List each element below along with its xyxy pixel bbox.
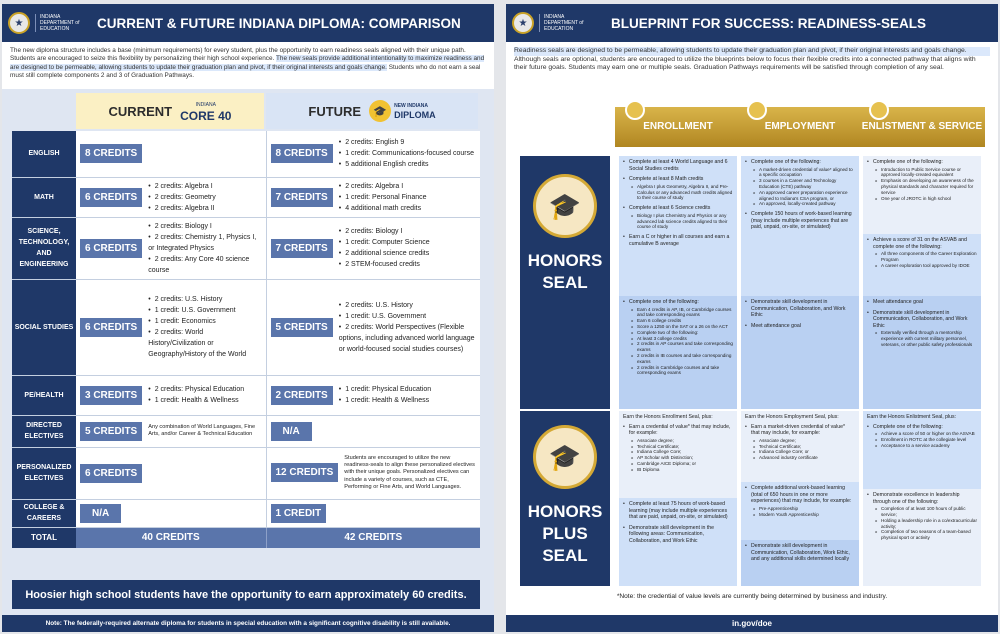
total-current: 40 CREDITS [76, 527, 266, 548]
credit-badge: 12 CREDITS [271, 463, 339, 482]
requirement-item: • Complete at least 6 Science credits o Biology I plus Chemistry and Physics or any advanced lab science credits aligned to their course of study [623, 205, 733, 230]
requirement-list [339, 300, 476, 355]
total-future: 42 CREDITS [266, 527, 480, 548]
sub-requirement: o Associate degree; [751, 438, 855, 444]
requirement-list [148, 221, 261, 276]
requirement-list [148, 181, 216, 214]
table-row [12, 499, 480, 527]
seal-requirement-cell [619, 498, 737, 586]
requirement-item: • 2 credits: Physical Education [148, 384, 244, 395]
requirement-item: • 1 credit: Communications-focused course [339, 148, 474, 159]
state-seal-icon: ★ [8, 12, 30, 34]
future-cell [266, 447, 480, 499]
requirement-item: • 1 credit: Health & Wellness [339, 395, 431, 406]
intro-part-3: Students who do not earn a seal must still complete components 2 and 3 of Graduation Pathways. [10, 63, 481, 79]
table-row [12, 279, 480, 375]
future-label: FUTURE [308, 103, 362, 119]
table-row [12, 415, 480, 447]
sub-requirement: o Advanced industry certificate [751, 455, 855, 461]
medal-icon [625, 100, 645, 120]
current-cell [76, 131, 266, 177]
requirement-list [339, 181, 427, 214]
requirement-item: • 2 credits: World Perspectives (Flexible options, including advanced world language or world-focused social studies courses) [339, 322, 476, 355]
row-label: SCIENCE, TECHNOLOGY, AND ENGINEERING [12, 217, 76, 279]
sub-requirement: o Achieve a score of 50 or higher on the ASVAB [873, 431, 977, 437]
credit-badge: 3 CREDITS [80, 386, 142, 405]
cell-title: Earn the Honors Enrollment Seal, plus: [623, 414, 713, 420]
seal-requirement-cell [619, 296, 737, 409]
requirement-item: • 2 credits: World History/Civilization or Geography/History of the World [148, 327, 261, 360]
footnote: Note: The federally-required alternate diploma for students in special education with a significant cognitive disability is still available. [2, 615, 494, 632]
column-ribbon-0: ENROLLMENT [615, 107, 741, 147]
current-cell [76, 447, 266, 499]
future-cell [266, 499, 480, 527]
intro-text [506, 42, 998, 86]
seal-requirement-cell [741, 540, 859, 586]
future-cell [266, 415, 480, 447]
requirement-item: • Meet attendance goal [867, 299, 977, 306]
sub-requirement: o At least 3 college credits [629, 336, 733, 342]
requirement-item: • Earn a C or higher in all courses and earn a cumulative B average [623, 234, 733, 247]
future-cell [266, 131, 480, 177]
current-cell [76, 217, 266, 279]
sub-requirement: o Technical Certificate; [751, 444, 855, 450]
current-cell [76, 375, 266, 415]
sub-requirement: o Algebra I plus Geometry, Algebra II, and Pre-Calculus or any advanced math credits aligned to their course of study [629, 184, 733, 201]
intro-highlight: The new seals provide additional intentionality to maximize readiness and are designed to be permeable, allowing students to update their graduation plan and pivot, if their original interests and goals change. [10, 55, 485, 71]
current-column-header [76, 93, 264, 129]
current-cell [76, 415, 266, 447]
credit-badge: 8 CREDITS [271, 144, 333, 163]
sub-requirement: o One year of JROTC in high school [873, 196, 977, 202]
seal-requirement-cell [863, 234, 981, 296]
requirement-item: • 2 credits: Geometry [148, 192, 216, 203]
future-column-header [266, 93, 478, 129]
credential-note: *Note: the credential of value levels are currently being determined by business and industry. [616, 593, 888, 600]
seal-requirement-cell [741, 296, 859, 409]
seal-card-0 [520, 156, 610, 409]
requirement-item: • Meet attendance goal [745, 323, 855, 330]
future-cell [266, 279, 480, 375]
requirement-item: • 2 credits: English 9 [339, 137, 474, 148]
sub-requirement: o 2 credits in Cambridge courses and take corresponding exams [629, 365, 733, 377]
sub-requirement: o A market-driven credential of value* aligned to a specific occupation [751, 167, 855, 179]
comparison-table [12, 131, 480, 548]
sub-requirement: o Acceptance to a service academy [873, 443, 977, 449]
sub-requirement: o IB Diploma [629, 467, 733, 473]
left-header [2, 4, 494, 42]
requirement-item: • 1 credit: Economics [148, 316, 261, 327]
requirement-item: • 4 additional math credits [339, 203, 427, 214]
column-ribbon-2: ENLISTMENT & SERVICE [859, 107, 985, 147]
sub-requirement: o Complete two of the following: [629, 330, 733, 336]
row-label: MATH [12, 177, 76, 217]
sub-requirement: o 3 courses in a Career and Technology Education (CTE) pathway [751, 178, 855, 190]
requirement-item: • Demonstrate excellence in leadership through one of the following: o Completion of at least 100 hours of public service; o Holding a leadership role in a co/extracurricular activity; o Completion of two seasons of a team-based physical sport or activity [867, 492, 977, 541]
seal-requirement-cell [619, 411, 737, 498]
requirement-item: • 2 credits: Algebra I [339, 181, 427, 192]
seal-requirement-cell [619, 156, 737, 296]
requirement-item: • 2 credits: Any Core 40 science course [148, 254, 261, 276]
requirement-item: • 1 credit: U.S. Government [148, 305, 261, 316]
medal-icon [747, 100, 767, 120]
sub-requirement: o 2 credits in IB courses and take corresponding exams [629, 353, 733, 365]
seal-name: HONORS SEAL [527, 251, 603, 292]
website-url: in.gov/doe [506, 615, 998, 632]
table-row [12, 217, 480, 279]
requirement-item: • Complete at least 75 hours of work-based learning (may include multiple experiences that are paid, unpaid, on-site, or simulated) [623, 501, 733, 521]
sub-requirement: o Modern Youth Apprenticeship [751, 512, 855, 518]
future-cell [266, 375, 480, 415]
cell-title: Earn the Honors Employment Seal, plus: [745, 414, 839, 420]
seal-requirement-cell [863, 489, 981, 586]
row-label: COLLEGE & CAREERS [12, 499, 76, 527]
sub-requirement: o Technical Certificate; [629, 444, 733, 450]
requirement-item: • Complete additional work-based learning (total of 650 hours in one or more experiences) that may include, for example: o Pre-Apprenticeship o Modern Youth Apprenticeship [745, 485, 855, 517]
sub-requirement: o Enrollment in ROTC at the collegiate level [873, 437, 977, 443]
requirement-item: • 1 credit: Personal Finance [339, 192, 427, 203]
sub-requirement: o Indiana College Core; [629, 449, 733, 455]
table-row [12, 447, 480, 499]
row-label: ENGLISH [12, 131, 76, 177]
requirement-item: • Earn a market-driven credential of value* that may include, for example: o Associate degree; o Technical Certificate; o Indiana College Core; or o Advanced industry certificate [745, 424, 855, 461]
requirement-item: • 1 credit: Physical Education [339, 384, 431, 395]
credit-badge: 1 CREDIT [271, 504, 327, 523]
right-header [506, 4, 998, 42]
graduation-cap-icon: 🎓 [533, 174, 597, 238]
dept-name: INDIANA DEPARTMENT of EDUCATION [35, 14, 83, 32]
sub-requirement: o Completion of at least 100 hours of public service; [873, 506, 977, 518]
column-ribbon-1: EMPLOYMENT [737, 107, 863, 147]
new-diploma-logo: 🎓 NEW INDIANA DIPLOMA [369, 100, 436, 122]
credit-badge: 7 CREDITS [271, 188, 333, 207]
sub-requirement: o Completion of two seasons of a team-based physical sport or activity [873, 529, 977, 541]
sub-requirement: o Emphasis on developing an awareness of the physical standards and character required for service [873, 178, 977, 195]
current-label: CURRENT [108, 103, 173, 119]
credit-badge: 2 CREDITS [271, 386, 333, 405]
requirement-item: • Complete one of the following: o Introduction to Public Service course or approved locally-created equivalent o Emphasis on developing an awareness of the physical standards and character required for service o One year of JROTC in high school [867, 159, 977, 201]
requirement-item: • 2 credits: Algebra II [148, 203, 216, 214]
table-row [12, 131, 480, 177]
credit-badge: N/A [80, 504, 121, 523]
seal-card-1 [520, 411, 610, 586]
sub-requirement: o Earn 6 college credits [629, 318, 733, 324]
requirement-item: • Complete 150 hours of work-based learning (may include multiple experiences that are paid, unpaid, on-site, or simulated) [745, 211, 855, 231]
sub-requirement: o Associate degree; [629, 438, 733, 444]
requirement-item: • Complete at least 8 Math credits o Algebra I plus Geometry, Algebra II, and Pre-Calculus or any advanced math credits aligned to their course of study [623, 176, 733, 201]
requirement-item: • Demonstrate skill development in Communication, Collaboration, Work Ethic, and any additional skills determined locally [745, 543, 855, 563]
diploma-comparison-page [2, 4, 494, 632]
requirement-list [339, 384, 431, 406]
credit-badge: 6 CREDITS [80, 239, 142, 258]
row-label: DIRECTED ELECTIVES [12, 415, 76, 447]
credits-banner: Hoosier high school students have the opportunity to earn approximately 60 credits. [12, 580, 480, 609]
current-cell [76, 279, 266, 375]
sub-requirement: o Holding a leadership role in a co/extracurricular activity; [873, 518, 977, 530]
table-row [12, 177, 480, 217]
credit-badge: 6 CREDITS [80, 188, 142, 207]
intro-highlight: Readiness seals are designed to be permeable, allowing students to update their graduation plan and pivot, if their original interests and goals change. [514, 47, 990, 56]
future-cell [266, 217, 480, 279]
seal-requirement-cell [741, 156, 859, 296]
requirement-item: • Demonstrate skill development in Communication, Collaboration, and Work Ethic o Externally verified through a mentorship experience with current military personnel, veterans, or other public safety professionals [867, 310, 977, 348]
sub-requirement: o Cambridge AICE Diploma; or [629, 461, 733, 467]
requirement-item: • 2 additional science credits [339, 248, 430, 259]
requirement-item: • Achieve a score of 31 on the ASVAB and complete one of the following: o All three components of the Career Exploration Program o A career exploration tool approved by IDOE [867, 237, 977, 269]
page-title: CURRENT & FUTURE INDIANA DIPLOMA: COMPARISON [97, 15, 461, 31]
sub-requirement: o AP Scholar with Distinction; [629, 455, 733, 461]
sub-requirement: o A career exploration tool approved by IDOE [873, 263, 977, 269]
sub-requirement: o Externally verified through a mentorship experience with current military personnel, veterans, or other public safety professionals [873, 330, 977, 347]
credit-badge: 8 CREDITS [80, 144, 142, 163]
page-title: BLUEPRINT FOR SUCCESS: READINESS-SEALS [611, 15, 927, 31]
cell-title: Earn the Honors Enlistment Seal, plus: [867, 414, 957, 420]
requirement-item: • Earn a credential of value* that may include, for example: o Associate degree; o Technical Certificate; o Indiana College Core; o AP Scholar with Distinction; o Cambridge AICE Diploma; or o IB Diploma [623, 424, 733, 473]
dept-name: INDIANA DEPARTMENT of EDUCATION [539, 14, 587, 32]
current-cell [76, 499, 266, 527]
readiness-seals-page [506, 4, 998, 632]
current-cell [76, 177, 266, 217]
requirement-item: • Complete one of the following: o Achieve a score of 50 or higher on the ASVAB o Enrollment in ROTC at the collegiate level o Acceptance to a service academy [867, 424, 977, 449]
requirement-item: • Complete one of the following: o Earn 4 credits in AP, IB, or Cambridge courses and take corresponding exams o Earn 6 college credits o Score a 1250 on the SAT or a 26 on the ACT o Complete two of the following: o At least 3 college credits o 2 credits in AP courses and take corresponding exams o 2 credits in IB courses and take corresponding exams o 2 credits in Cambridge courses and take corresponding exams [623, 299, 733, 376]
seal-requirement-cell [863, 156, 981, 234]
credit-badge: 7 CREDITS [271, 239, 333, 258]
requirement-item: • 2 credits: Biology I [148, 221, 261, 232]
row-label: PE/HEALTH [12, 375, 76, 415]
row-label: PERSONALIZED ELECTIVES [12, 447, 76, 499]
medal-icon [869, 100, 889, 120]
sub-requirement: o Earn 4 credits in AP, IB, or Cambridge courses and take corresponding exams [629, 307, 733, 319]
requirement-item: • 2 credits: Biology I [339, 226, 430, 237]
requirement-note: Any combination of World Languages, Fine Arts, and/or Career & Technical Education [148, 423, 256, 437]
table-row [12, 375, 480, 415]
requirement-item: • 2 credits: U.S. History [339, 300, 476, 311]
sub-requirement: o An approved, locally-created pathway [751, 201, 855, 207]
future-cell [266, 177, 480, 217]
row-label: SOCIAL STUDIES [12, 279, 76, 375]
sub-requirement: o Indiana College Core; or [751, 449, 855, 455]
requirement-item: • 1 credit: Computer Science [339, 237, 430, 248]
state-seal-icon: ★ [512, 12, 534, 34]
total-row [12, 527, 480, 548]
credit-badge: 6 CREDITS [80, 318, 142, 337]
requirement-item: • Demonstrate skill development in Communication, Collaboration, and Work Ethic [745, 299, 855, 319]
requirement-item: • 2 credits: Chemistry 1, Physics I, or Integrated Physics [148, 232, 261, 254]
requirement-item: • 2 STEM-focused credits [339, 259, 430, 270]
requirement-item: • 2 credits: U.S. History [148, 294, 261, 305]
requirement-item: • Demonstrate skill development in the following areas: Communication, Collaboration, and Work Ethic [623, 525, 733, 545]
graduation-cap-icon: 🎓 [369, 100, 391, 122]
intro-part-1: The new diploma structure includes a base (minimum requirements) for every student, plus the opportunity to earn readiness seals aligned with their unique path. Students are encouraged to seize this flexibility by personalizing their high school experience. [10, 47, 466, 63]
credit-badge: 5 CREDITS [80, 422, 142, 441]
sub-requirement: o An approved career preparation experience aligned to Indiana's CSA program, or [751, 190, 855, 202]
credit-badge: 6 CREDITS [80, 464, 142, 483]
requirement-item: • Complete one of the following: o A market-driven credential of value* aligned to a specific occupation o 3 courses in a Career and Technology Education (CTE) pathway o An approved career preparation experience aligned to Indiana's CSA program, or o An approved, locally-created pathway [745, 159, 855, 207]
sub-requirement: o Pre-Apprenticeship [751, 506, 855, 512]
sub-requirement: o Introduction to Public Service course or approved locally-created equivalent [873, 167, 977, 179]
requirement-item: • 2 credits: Algebra I [148, 181, 216, 192]
graduation-cap-icon: 🎓 [533, 425, 597, 489]
requirement-note: Students are encouraged to utilize the new readiness-seals to align these personalized electives with their unique goals. Personalized electives can include a variety of courses, such as CTE, Performing or Fine Arts, and World Languages. [344, 454, 475, 490]
requirement-item: • 1 credit: Health & Wellness [148, 395, 244, 406]
requirement-item: • 1 credit: U.S. Government [339, 311, 476, 322]
requirement-list [148, 294, 261, 360]
requirement-list [339, 226, 430, 270]
sub-requirement: o 2 credits in AP courses and take corresponding exams [629, 341, 733, 353]
requirement-item: • Complete at least 4 World Language and 6 Social Studies credits [623, 159, 733, 172]
sub-requirement: o Score a 1250 on the SAT or a 26 on the ACT [629, 324, 733, 330]
intro-body: Although seals are optional, students are encouraged to utilize the blueprints below to focus their flexible credits into a connected pathway that aligns with their future goals. Students may earn one or multiple seals. Graduation Pathways requirements will be satisfied through completion of any seal. [514, 55, 976, 72]
seal-name: HONORS PLUS SEAL [527, 502, 603, 565]
requirement-list [339, 137, 474, 170]
seal-requirement-cell [741, 411, 859, 482]
seal-requirement-cell [863, 296, 981, 409]
total-label: TOTAL [12, 527, 76, 548]
requirement-list [148, 384, 244, 406]
sub-requirement: o All three components of the Career Exploration Program [873, 251, 977, 263]
credit-badge: 5 CREDITS [271, 318, 333, 337]
sub-requirement: o Biology I plus Chemistry and Physics or any advanced lab science credits aligned to their course of study [629, 213, 733, 230]
seal-requirement-cell [863, 411, 981, 489]
seal-requirement-cell [741, 482, 859, 540]
core40-logo: INDIANA CORE 40 [180, 102, 232, 123]
intro-text [2, 42, 494, 89]
requirement-item: • 5 additional English credits [339, 159, 474, 170]
credit-badge: N/A [271, 422, 312, 441]
